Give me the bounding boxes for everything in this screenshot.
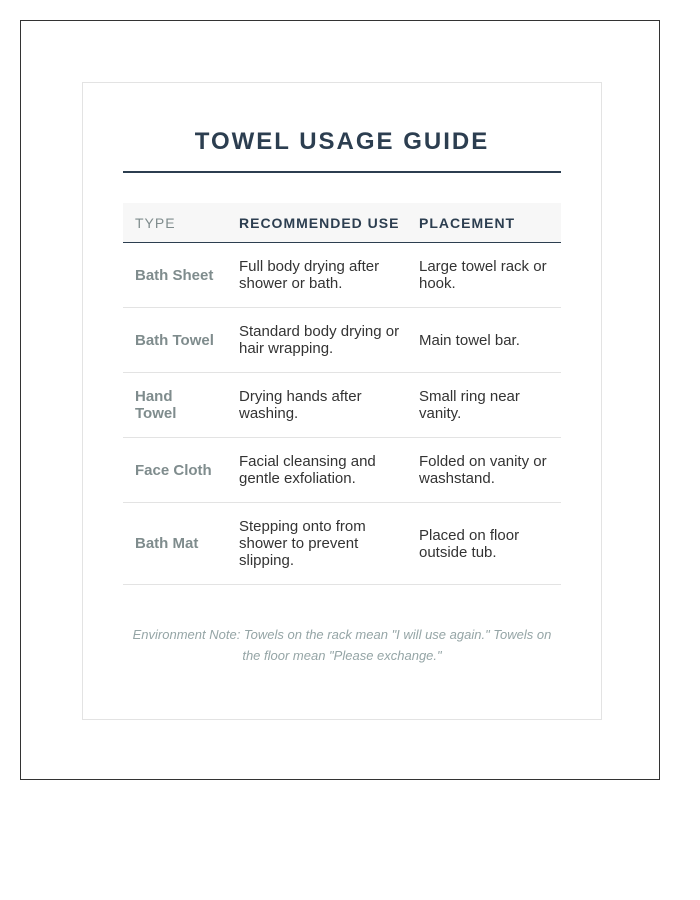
environment-note: Environment Note: Towels on the rack mean "I will use again." Towels on the floor mean "Please exchange." [132,627,552,663]
title-divider [123,171,561,173]
recommended-use: Facial cleansing and gentle exfoliation. [227,438,417,503]
column-header-type: TYPE [123,203,227,243]
towel-guide-table [123,203,561,585]
placement: Folded on vanity or washstand. [417,438,561,503]
towel-type: Hand Towel [123,373,227,438]
table-row [123,243,561,308]
guide-card [82,82,602,720]
recommended-use: Full body drying after shower or bath. [227,243,417,308]
table-row [123,308,561,373]
placement: Main towel bar. [417,308,561,373]
column-header-recommended-use: RECOMMENDED USE [227,203,417,243]
placement: Placed on floor outside tub. [417,503,561,585]
page-frame [20,20,660,780]
towel-type: Bath Mat [123,503,227,585]
table-row [123,438,561,503]
table-header-row [123,203,561,243]
placement: Large towel rack or hook. [417,243,561,308]
recommended-use: Standard body drying or hair wrapping. [227,308,417,373]
towel-type: Bath Towel [123,308,227,373]
towel-type: Face Cloth [123,438,227,503]
recommended-use: Drying hands after washing. [227,373,417,438]
page-title: TOWEL USAGE GUIDE [194,128,490,155]
table-row [123,503,561,585]
recommended-use: Stepping onto from shower to prevent slipping. [227,503,417,585]
column-header-placement: PLACEMENT [417,203,561,243]
towel-type: Bath Sheet [123,243,227,308]
table-row [123,373,561,438]
placement: Small ring near vanity. [417,373,561,438]
